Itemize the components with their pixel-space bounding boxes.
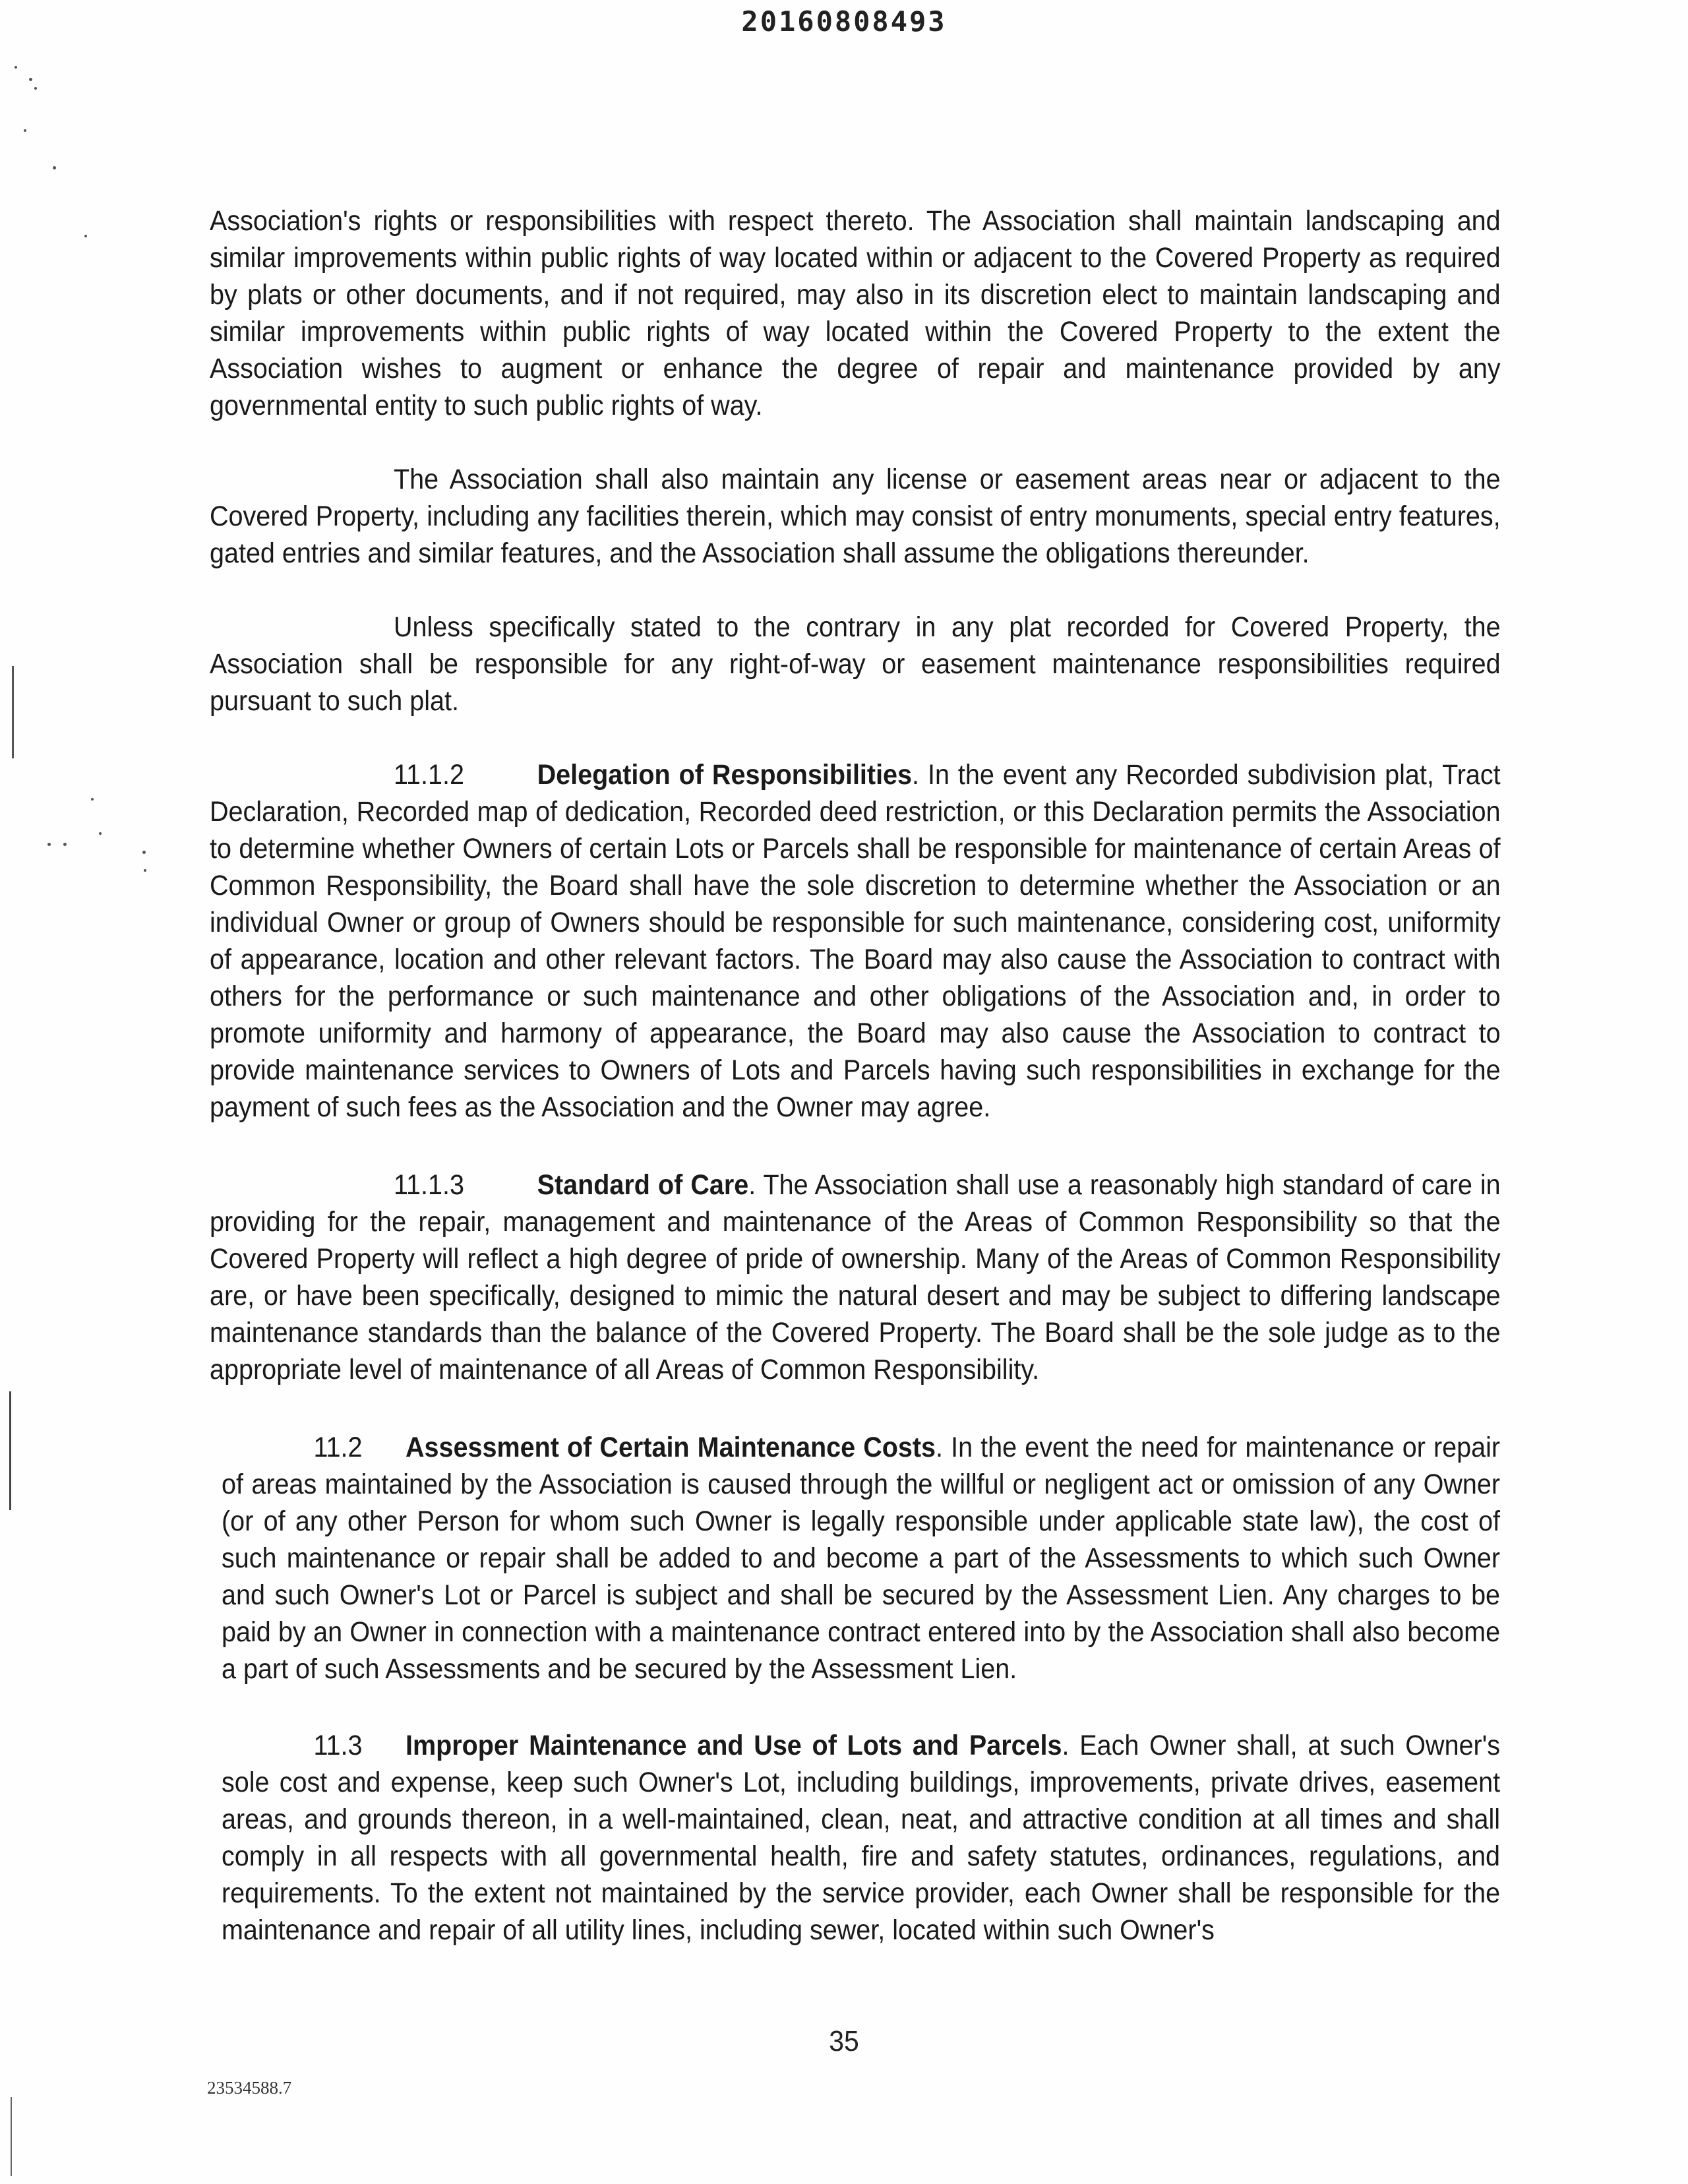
paragraph-easement-areas [210,462,1501,572]
scan-speck [53,166,56,169]
section-number: 11.1.2 [394,760,464,791]
scan-speck [15,66,17,69]
section-number: 11.3 [313,1730,363,1761]
scan-speck [63,843,67,846]
paragraph-plat-responsibility [210,609,1501,720]
section-number: 11.2 [313,1432,363,1463]
page-number: 35 [829,2025,859,2057]
scan-speck [84,235,87,237]
section-11-2 [222,1430,1500,1688]
scan-speck [99,832,102,835]
section-number: 11.1.3 [394,1170,464,1201]
scan-speck [142,851,146,854]
scan-line [12,666,14,758]
section-heading: Delegation of Responsibilities [537,760,913,791]
section-heading: Standard of Care [537,1170,749,1201]
section-text: . In the event the need for maintenance or repair of areas maintained by the Association is caused through the willful or negligent act or omission of any Owner (or of any other Person for whom such Owner is legally responsible under applicable state law), the cost of such maintenance or repair shall be added to and become a part of the Assessments to which such Owner and such Owner's Lot or Parcel is subject and shall be secured by the Assessment Lien. Any charges to be paid by an Owner in connection with a maintenance contract entered into by the Association shall also become a part of such Assessments and be secured by the Assessment Lien. [222,1432,1501,1685]
section-text: . The Association shall use a reasonably high standard of care in providing for the repair, management and maintenance of the Areas of Common Responsibility so that the Covered Property will reflect a high degree of pride of ownership. Many of the Areas of Common Responsibility are, or have been specifically, designed to mimic the natural desert and may be subject to differing landscape maintenance standards than the balance of the Covered Property. The Board shall be the sole judge as to the appropriate level of maintenance of all Areas of Common Responsibility. [210,1170,1501,1385]
scan-speck [91,798,94,801]
section-11-1-2 [210,757,1501,1126]
paragraph-text: Association's rights or responsibilities with respect thereto. The Association shall maintain landscaping and similar improvements within public rights of way located within or adjacent to the Covered Property as required by plats or other documents, and if not required, may also in its discretion elect to maintain landscaping and similar improvements within public rights of way located within the Covered Property to the extent the Association wishes to augment or enhance the degree of repair and maintenance provided by any governmental entity to such public rights of way. [210,206,1501,421]
paragraph-continuation [210,203,1501,425]
scan-speck [47,843,51,846]
section-heading: Improper Maintenance and Use of Lots and Parcels [406,1730,1062,1761]
document-id: 23534588.7 [207,2078,292,2098]
scan-line [11,2097,12,2176]
scan-speck [24,129,26,132]
paragraph-text: Unless specifically stated to the contrary in any plat recorded for Covered Property, the Association shall be responsible for any right-of-way or easement maintenance responsibilities required pursuant to such plat. [210,612,1501,717]
section-11-3 [222,1728,1500,1949]
scan-speck [29,78,32,81]
scan-speck [144,869,146,872]
section-11-1-3 [210,1167,1501,1389]
section-text: . In the event any Recorded subdivision plat, Tract Declaration, Recorded map of dedication, Recorded deed restriction, or this Declaration permits the Association to determine whether Owners of certain Lots or Parcels shall be responsible for maintenance of certain Areas of Common Responsibility, the Board shall have the sole discretion to determine whether the Association or an individual Owner or group of Owners should be responsible for such maintenance, considering cost, uniformity of appearance, location and other relevant factors. The Board may also cause the Association to contract with others for the performance or such maintenance and other obligations of the Association and, in order to promote uniformity and harmony of appearance, the Board may also cause the Association to contract to provide maintenance services to Owners of Lots and Parcels having such responsibilities in exchange for the payment of such fees as the Association and the Owner may agree. [210,760,1501,1123]
recording-number: 20160808493 [741,5,947,38]
scan-line [9,1391,11,1510]
section-text: . Each Owner shall, at such Owner's sole cost and expense, keep such Owner's Lot, including buildings, improvements, private drives, easement areas, and grounds thereon, in a well-maintained, clean, neat, and attractive condition at all times and shall comply in all respects with all governmental health, fire and safety statutes, ordinances, regulations, and requirements. To the extent not maintained by the service provider, each Owner shall be responsible for the maintenance and repair of all utility lines, including sewer, located within such Owner's [222,1730,1501,1946]
section-heading: Assessment of Certain Maintenance Costs [406,1432,936,1463]
scan-speck [34,87,37,90]
paragraph-text: The Association shall also maintain any license or easement areas near or adjacent to the Covered Property, including any facilities therein, which may consist of entry monuments, special entry features, gated entries and similar features, and the Association shall assume the obligations thereunder. [210,464,1501,569]
